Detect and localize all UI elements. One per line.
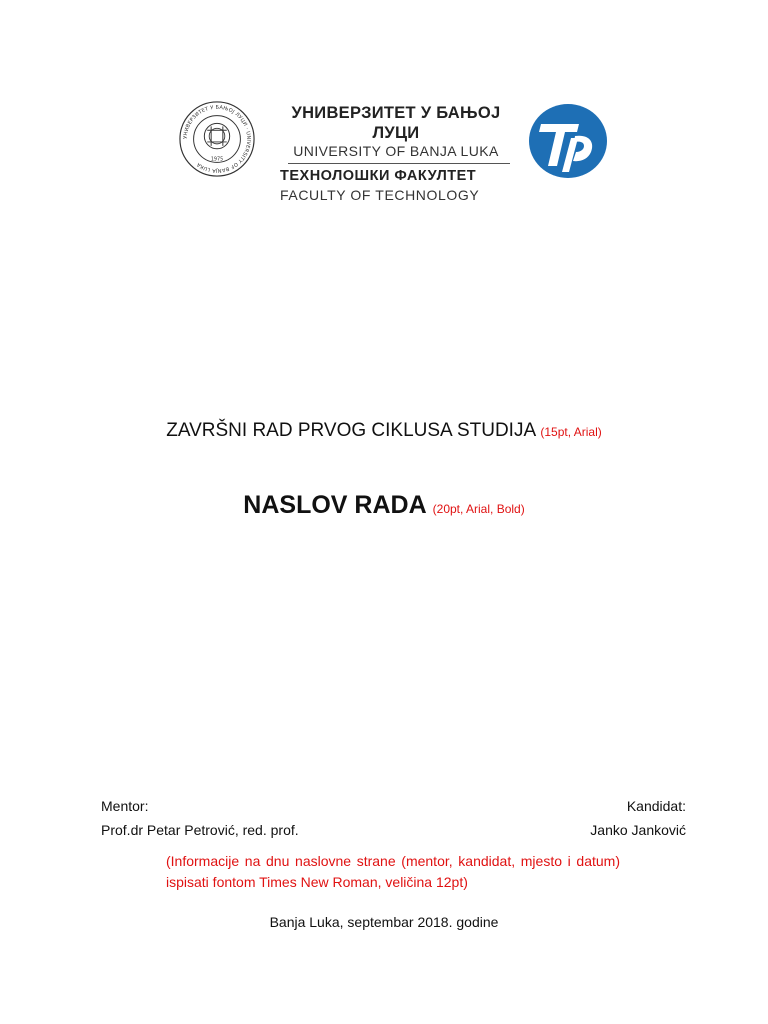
seal-year: 1975 — [210, 156, 224, 163]
svg-text:УНИВЕРЗИТЕТ У БАЊОЈ ЛУЦИ · UNI — [183, 105, 252, 174]
thesis-type-text: ZAVRŠNI RAD PRVOG CIKLUSA STUDIJA — [166, 420, 536, 441]
faculty-name-latin: FACULTY OF TECHNOLOGY — [280, 187, 480, 203]
header — [0, 100, 768, 203]
institution-name-block — [270, 103, 522, 204]
mentor-label: Mentor: — [101, 798, 149, 814]
place-and-date: Banja Luka, septembar 2018. godine — [269, 914, 499, 930]
formatting-instruction: (Informacije na dnu naslovne strane (mentor, kandidat, mjesto i datum) ispisati fontom Times New Roman, veličina 12pt) — [166, 853, 620, 890]
thesis-title-format-note: (20pt, Arial, Bold) — [432, 502, 525, 516]
header-divider — [288, 163, 510, 164]
thesis-type-heading — [0, 420, 768, 442]
faculty-logo-icon — [527, 102, 609, 180]
university-seal-logo — [178, 100, 256, 178]
seal-ring-text: УНИВЕРЗИТЕТ У БАЊОЈ ЛУЦИ · UNIVERSITY OF BANJA LUKA — [182, 104, 252, 174]
faculty-name-cyrillic: ТЕХНОЛОШКИ ФАКУЛТЕТ — [280, 168, 477, 184]
candidate-label: Kandidat: — [626, 798, 686, 814]
mentor-name: Prof.dr Petar Petrović, red. prof. — [101, 822, 299, 838]
candidate-name: Janko Janković — [590, 822, 686, 838]
thesis-title-text: NASLOV RADA — [243, 491, 426, 519]
university-name-latin: UNIVERSITY OF BANJA LUKA — [293, 143, 499, 159]
thesis-title — [0, 491, 768, 520]
thesis-type-format-note: (15pt, Arial) — [540, 425, 602, 439]
university-name-cyrillic: УНИВЕРЗИТЕТ У БАЊОЈ ЛУЦИ — [291, 104, 501, 142]
